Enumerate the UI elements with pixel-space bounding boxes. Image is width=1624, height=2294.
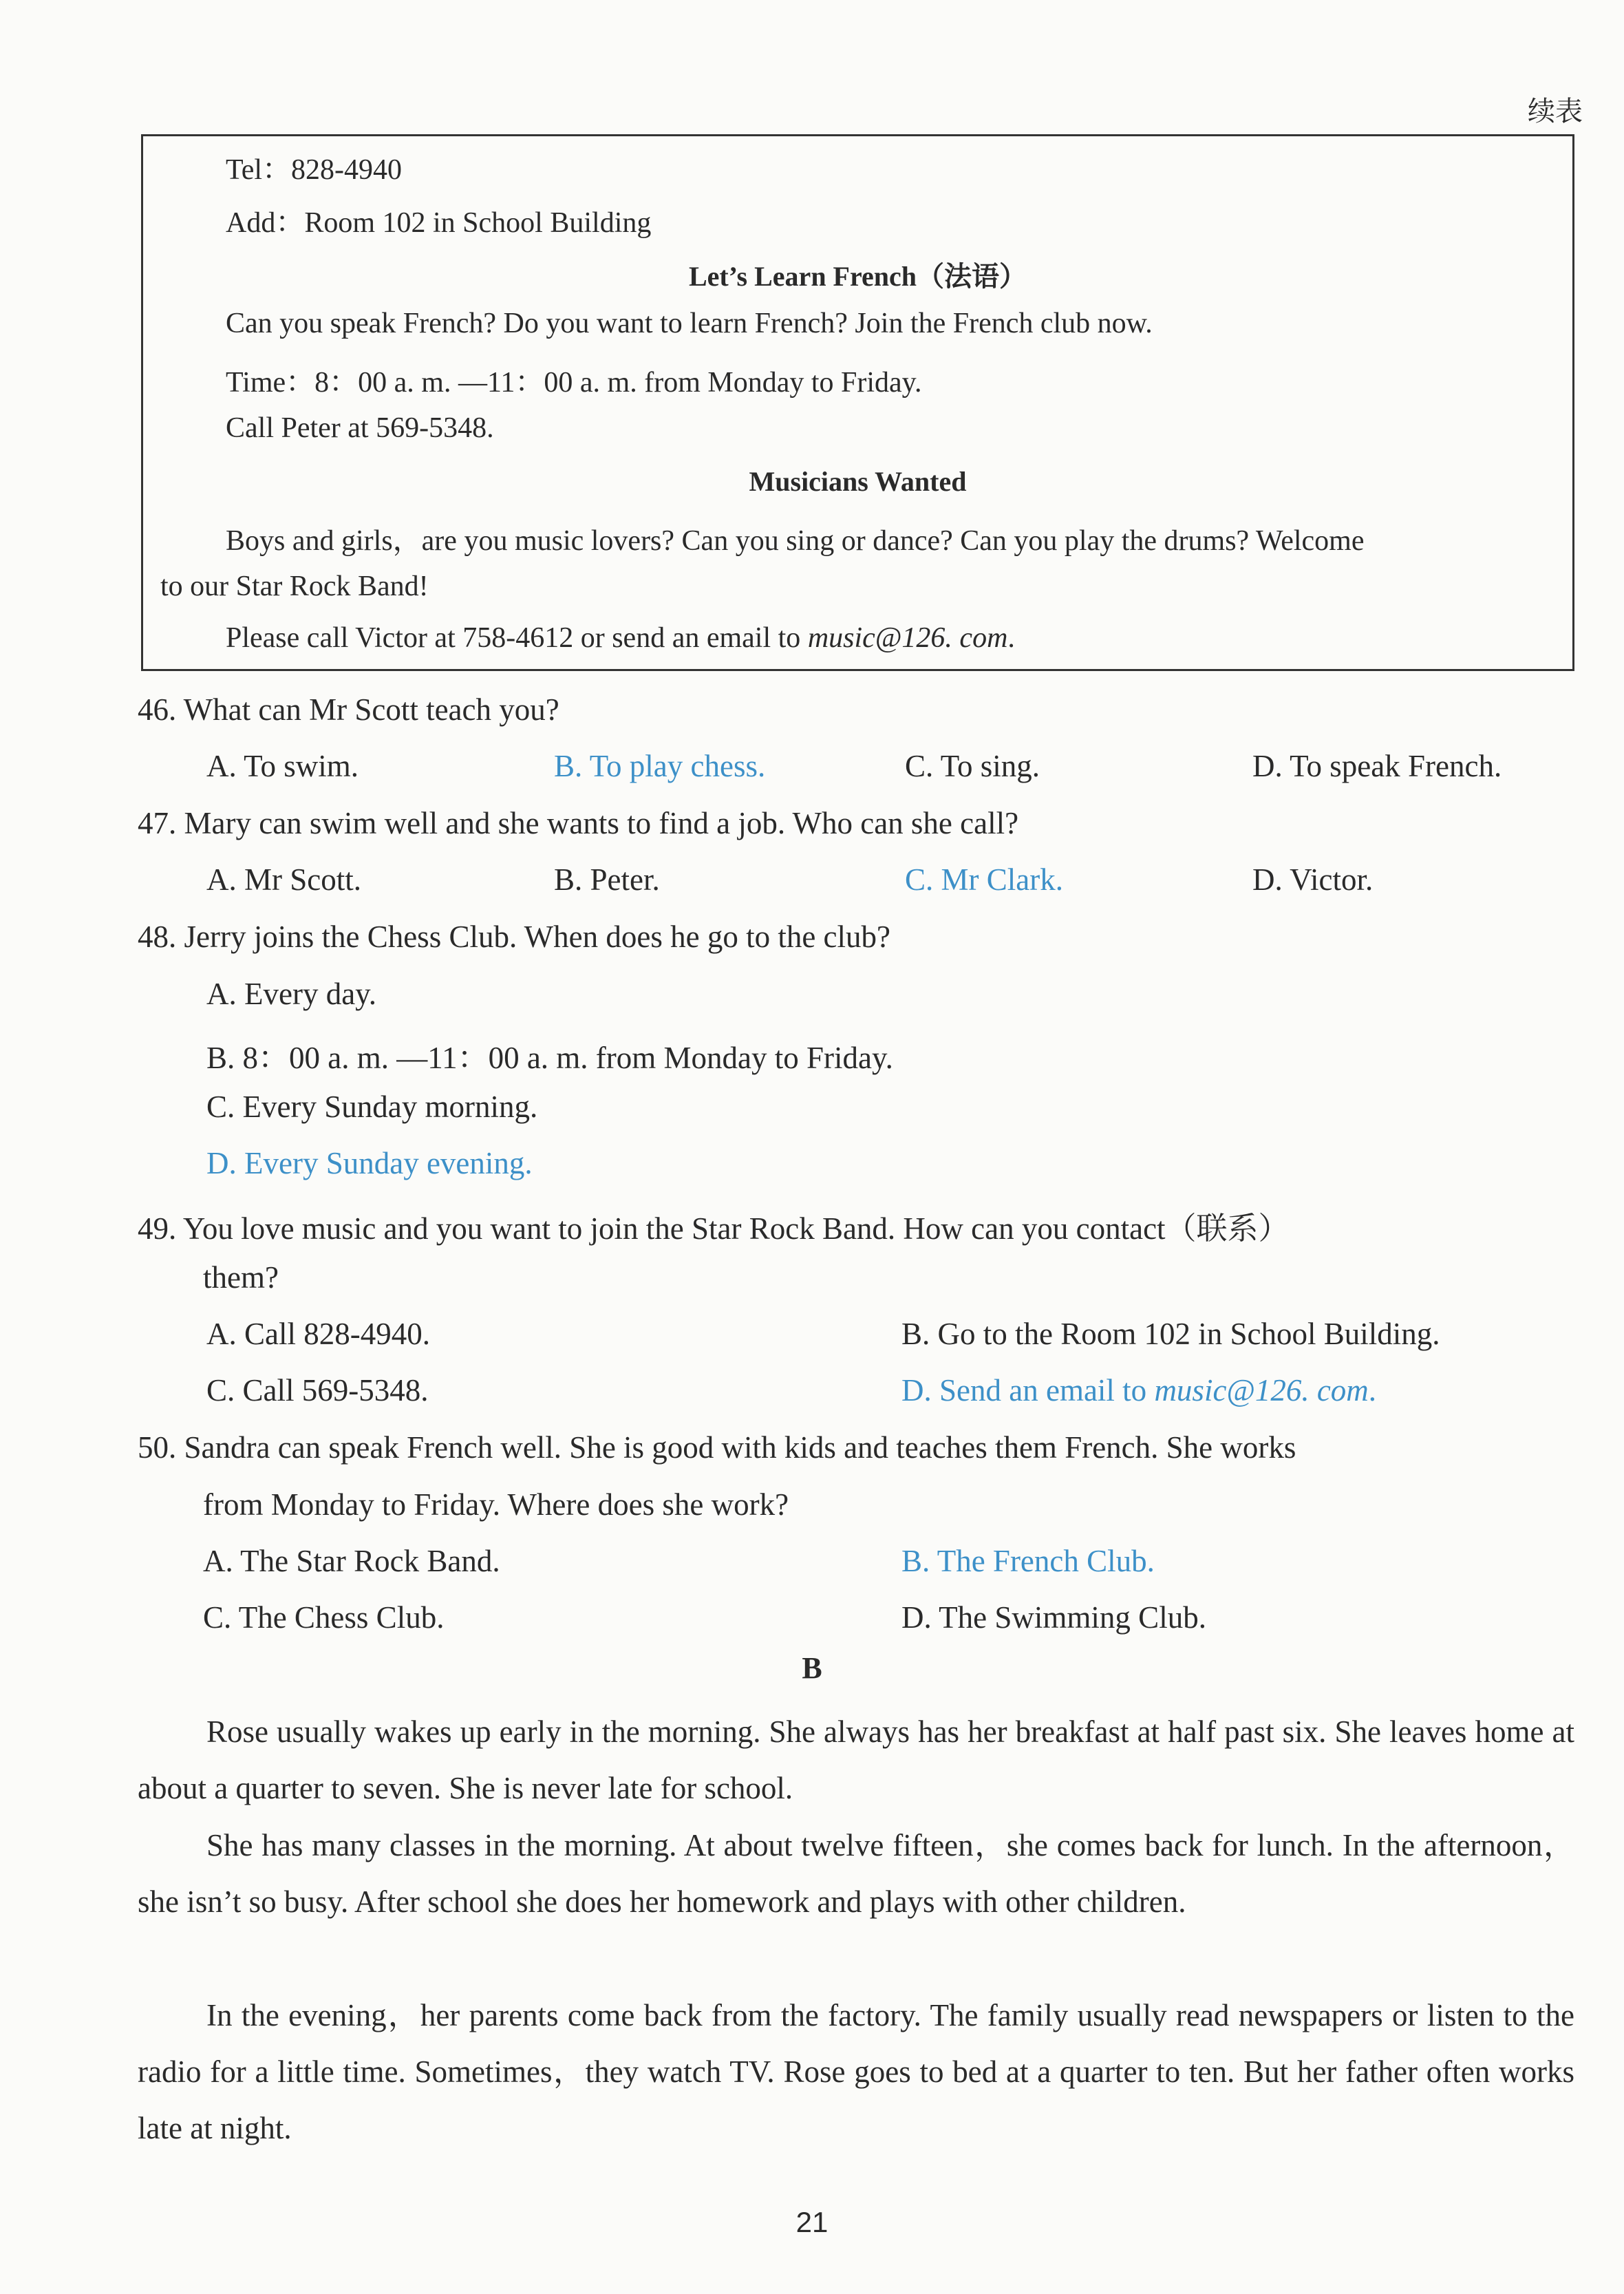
q50-option-a: A. The Star Rock Band. <box>203 1544 500 1578</box>
q49-option-c: C. Call 569-5348. <box>206 1373 429 1408</box>
q47-option-c: C. Mr Clark. <box>905 862 1063 897</box>
q49-stem-line-1: 49. You love music and you want to join the Star Rock Band. How can you contact（联系） <box>138 1211 1290 1246</box>
q48-stem: 48. Jerry joins the Chess Club. When does he go to the club? <box>138 920 890 954</box>
paragraph-3-text: In the evening，her parents come back from the factory. The family usually read newspapers or listen to the radio for a little time. Sometimes，they watch TV. Rose goes to bed at a quarter to ten. But her father often works late at night. <box>138 1998 1574 2145</box>
music-email: music@126. com <box>807 622 1008 654</box>
q49-option-d-email: music@126. com <box>1154 1373 1369 1408</box>
q47-option-b: B. Peter. <box>554 862 660 897</box>
music-body-1: Boys and girls，are you music lovers? Can you sing or dance? Can you play the drums? Welcome <box>226 525 1365 557</box>
q50-option-c: C. The Chess Club. <box>203 1600 445 1635</box>
ad-tel: Tel：828-4940 <box>226 154 403 186</box>
q46-stem: 46. What can Mr Scott teach you? <box>138 692 559 727</box>
q50-option-d: D. The Swimming Club. <box>901 1600 1206 1635</box>
music-title: Musicians Wanted <box>749 466 967 497</box>
q49-option-d <box>901 1372 1376 1408</box>
q50-option-b: B. The French Club. <box>901 1544 1155 1578</box>
french-body: Can you speak French? Do you want to learn French? Join the French club now. <box>226 308 1153 339</box>
q50-stem-line-1: 50. Sandra can speak French well. She is good with kids and teaches them French. She works <box>138 1430 1296 1465</box>
q48-option-d: D. Every Sunday evening. <box>206 1146 533 1180</box>
ad-address: Add：Room 102 in School Building <box>226 207 652 239</box>
page-number: 21 <box>795 2206 829 2238</box>
q49-option-d-prefix: D. Send an email to <box>901 1373 1155 1408</box>
q46-option-b: B. To play chess. <box>554 749 766 783</box>
section-b-heading: B <box>802 1651 822 1685</box>
q48-option-b: B. 8：00 a. m. —11：00 a. m. from Monday to Friday. <box>206 1041 893 1075</box>
q49-option-a: A. Call 828-4940. <box>206 1317 430 1351</box>
music-call <box>226 622 1015 655</box>
paragraph-1-text: Rose usually wakes up early in the morning. She always has her breakfast at half past six. She leaves home at about a quarter to seven. She is never late for school. <box>138 1714 1574 1805</box>
music-body-2: to our Star Rock Band! <box>160 571 429 602</box>
q49-option-b: B. Go to the Room 102 in School Building. <box>901 1317 1440 1351</box>
q46-option-c: C. To sing. <box>905 749 1040 783</box>
paragraph-2-text: She has many classes in the morning. At about twelve fifteen，she comes back for lunch. In the afternoon，she isn’t so busy. After school she does her homework and plays with other children. <box>138 1828 1574 1919</box>
q46-option-a: A. To swim. <box>206 749 359 783</box>
q48-option-a: A. Every day. <box>206 977 376 1011</box>
q46-option-d: D. To speak French. <box>1252 749 1502 783</box>
french-title: Let’s Learn French（法语） <box>688 261 1027 292</box>
ad-box <box>141 134 1574 671</box>
section-b-paragraph-2 <box>138 1817 1574 1930</box>
continued-label: 续表 <box>1528 96 1583 127</box>
q48-option-c: C. Every Sunday morning. <box>206 1090 538 1124</box>
french-call: Call Peter at 569-5348. <box>226 412 494 444</box>
q47-option-a: A. Mr Scott. <box>206 862 361 897</box>
q49-option-d-suffix: . <box>1368 1373 1377 1408</box>
q49-stem-line-2: them? <box>203 1260 279 1295</box>
section-b-paragraph-3 <box>138 1987 1574 2156</box>
french-time: Time：8：00 a. m. —11：00 a. m. from Monday to Friday. <box>226 367 922 399</box>
music-call-prefix: Please call Victor at 758-4612 or send an email to <box>226 622 808 654</box>
q50-stem-line-2: from Monday to Friday. Where does she work? <box>203 1487 789 1522</box>
q47-option-d: D. Victor. <box>1252 862 1374 897</box>
section-b-paragraph-1 <box>138 1703 1574 1816</box>
q47-stem: 47. Mary can swim well and she wants to find a job. Who can she call? <box>138 806 1019 840</box>
music-call-suffix: . <box>1007 622 1015 654</box>
